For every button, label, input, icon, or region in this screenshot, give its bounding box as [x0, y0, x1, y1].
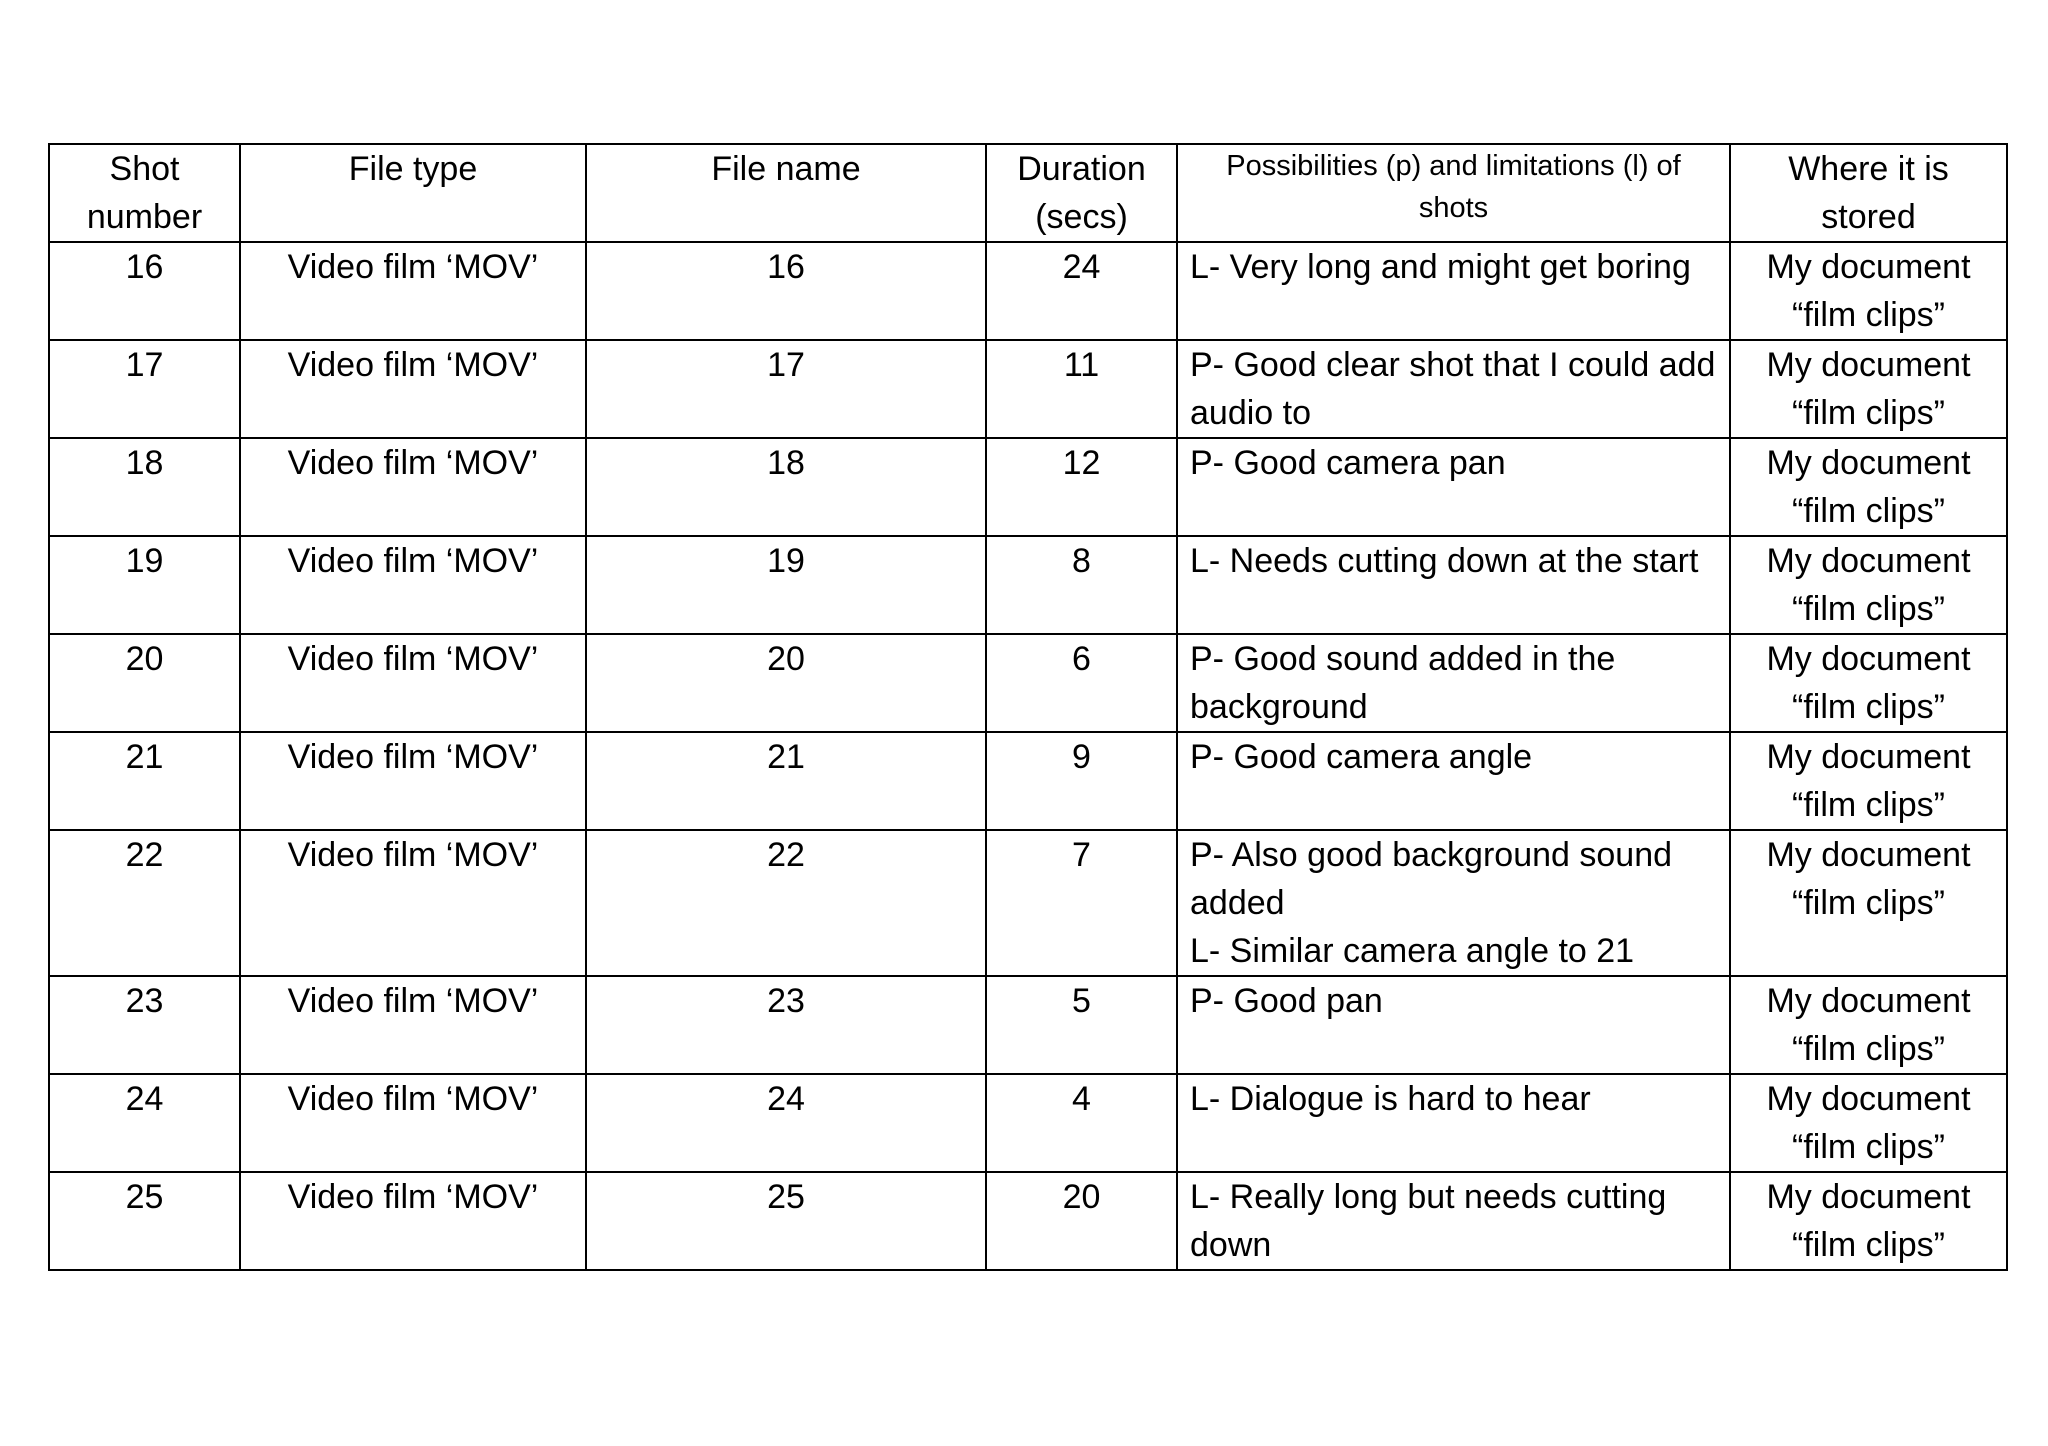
storage-location-line: My document [1766, 982, 1971, 1020]
table-row [49, 536, 2007, 634]
table-row [49, 976, 2007, 1074]
duration-cell: 8 [986, 536, 1177, 634]
notes-cell [1177, 438, 1730, 536]
storage-location-line: My document [1766, 640, 1971, 678]
file-type-cell: Video film ‘MOV’ [240, 634, 586, 732]
file-name-cell: 20 [586, 634, 986, 732]
note-line: L- Very long and might get boring [1190, 248, 1691, 286]
table-row [49, 732, 2007, 830]
duration-cell: 11 [986, 340, 1177, 438]
storage-location-line: “film clips” [1792, 786, 1945, 824]
storage-location-line: My document [1766, 836, 1971, 874]
storage-location-line: My document [1766, 542, 1971, 580]
shot-number-cell: 21 [49, 732, 240, 830]
shot-number-cell: 19 [49, 536, 240, 634]
file-name-cell: 24 [586, 1074, 986, 1172]
file-type-cell: Video film ‘MOV’ [240, 438, 586, 536]
shot-number-cell: 23 [49, 976, 240, 1074]
storage-location-cell [1730, 830, 2007, 976]
header-file-name: File name [586, 144, 986, 242]
storage-location-cell [1730, 976, 2007, 1074]
shot-number-cell: 20 [49, 634, 240, 732]
file-type-cell: Video film ‘MOV’ [240, 1074, 586, 1172]
storage-location-cell [1730, 340, 2007, 438]
file-name-cell: 17 [586, 340, 986, 438]
header-shot-number: Shot number [49, 144, 240, 242]
storage-location-line: My document [1766, 444, 1971, 482]
notes-cell [1177, 830, 1730, 976]
header-storage-location: Where it is stored [1730, 144, 2007, 242]
duration-cell: 20 [986, 1172, 1177, 1270]
file-name-cell: 25 [586, 1172, 986, 1270]
file-name-cell: 19 [586, 536, 986, 634]
duration-cell: 24 [986, 242, 1177, 340]
table-row [49, 340, 2007, 438]
storage-location-line: “film clips” [1792, 1226, 1945, 1264]
storage-location-line: “film clips” [1792, 394, 1945, 432]
notes-cell [1177, 732, 1730, 830]
file-name-cell: 21 [586, 732, 986, 830]
storage-location-line: My document [1766, 1178, 1971, 1216]
file-type-cell: Video film ‘MOV’ [240, 830, 586, 976]
notes-cell [1177, 536, 1730, 634]
storage-location-line: “film clips” [1792, 590, 1945, 628]
file-name-cell: 18 [586, 438, 986, 536]
notes-cell [1177, 242, 1730, 340]
storage-location-line: “film clips” [1792, 1128, 1945, 1166]
storage-location-line: “film clips” [1792, 296, 1945, 334]
table-row [49, 438, 2007, 536]
duration-cell: 9 [986, 732, 1177, 830]
note-line: P- Also good background sound added [1190, 836, 1673, 922]
shot-number-cell: 18 [49, 438, 240, 536]
storage-location-cell [1730, 438, 2007, 536]
shot-number-cell: 22 [49, 830, 240, 976]
note-line: P- Good sound added in the background [1190, 640, 1616, 726]
storage-location-line: My document [1766, 346, 1971, 384]
note-line: P- Good clear shot that I could add audio to [1190, 346, 1716, 432]
note-line: P- Good camera angle [1190, 738, 1533, 776]
file-name-cell: 16 [586, 242, 986, 340]
note-line: L- Similar camera angle to 21 [1190, 932, 1635, 970]
storage-location-cell [1730, 732, 2007, 830]
shot-number-cell: 16 [49, 242, 240, 340]
header-possibilities-limitations: Possibilities (p) and limitations (l) of shots [1177, 144, 1730, 242]
header-file-type: File type [240, 144, 586, 242]
file-type-cell: Video film ‘MOV’ [240, 242, 586, 340]
notes-cell [1177, 976, 1730, 1074]
duration-cell: 12 [986, 438, 1177, 536]
header-duration: Duration (secs) [986, 144, 1177, 242]
file-type-cell: Video film ‘MOV’ [240, 1172, 586, 1270]
duration-cell: 5 [986, 976, 1177, 1074]
storage-location-cell [1730, 634, 2007, 732]
storage-location-cell [1730, 1074, 2007, 1172]
shot-number-cell: 24 [49, 1074, 240, 1172]
file-type-cell: Video film ‘MOV’ [240, 340, 586, 438]
file-name-cell: 22 [586, 830, 986, 976]
file-type-cell: Video film ‘MOV’ [240, 536, 586, 634]
shot-number-cell: 17 [49, 340, 240, 438]
table-row [49, 1172, 2007, 1270]
table-header-row [49, 144, 2007, 242]
notes-cell [1177, 634, 1730, 732]
storage-location-line: My document [1766, 248, 1971, 286]
storage-location-cell [1730, 1172, 2007, 1270]
file-name-cell: 23 [586, 976, 986, 1074]
shot-number-cell: 25 [49, 1172, 240, 1270]
shot-log-table [48, 143, 2008, 1271]
table-body [49, 242, 2007, 1270]
table-row [49, 634, 2007, 732]
storage-location-line: “film clips” [1792, 1030, 1945, 1068]
duration-cell: 7 [986, 830, 1177, 976]
note-line: L- Really long but needs cutting down [1190, 1178, 1667, 1264]
duration-cell: 4 [986, 1074, 1177, 1172]
storage-location-cell [1730, 536, 2007, 634]
note-line: P- Good pan [1190, 982, 1383, 1020]
file-type-cell: Video film ‘MOV’ [240, 732, 586, 830]
note-line: P- Good camera pan [1190, 444, 1506, 482]
file-type-cell: Video film ‘MOV’ [240, 976, 586, 1074]
storage-location-line: “film clips” [1792, 884, 1945, 922]
storage-location-line: “film clips” [1792, 492, 1945, 530]
table-row [49, 830, 2007, 976]
note-line: L- Needs cutting down at the start [1190, 542, 1699, 580]
notes-cell [1177, 1172, 1730, 1270]
notes-cell [1177, 340, 1730, 438]
storage-location-line: “film clips” [1792, 688, 1945, 726]
note-line: L- Dialogue is hard to hear [1190, 1080, 1591, 1118]
table-row [49, 242, 2007, 340]
storage-location-cell [1730, 242, 2007, 340]
duration-cell: 6 [986, 634, 1177, 732]
table-row [49, 1074, 2007, 1172]
storage-location-line: My document [1766, 738, 1971, 776]
notes-cell [1177, 1074, 1730, 1172]
storage-location-line: My document [1766, 1080, 1971, 1118]
